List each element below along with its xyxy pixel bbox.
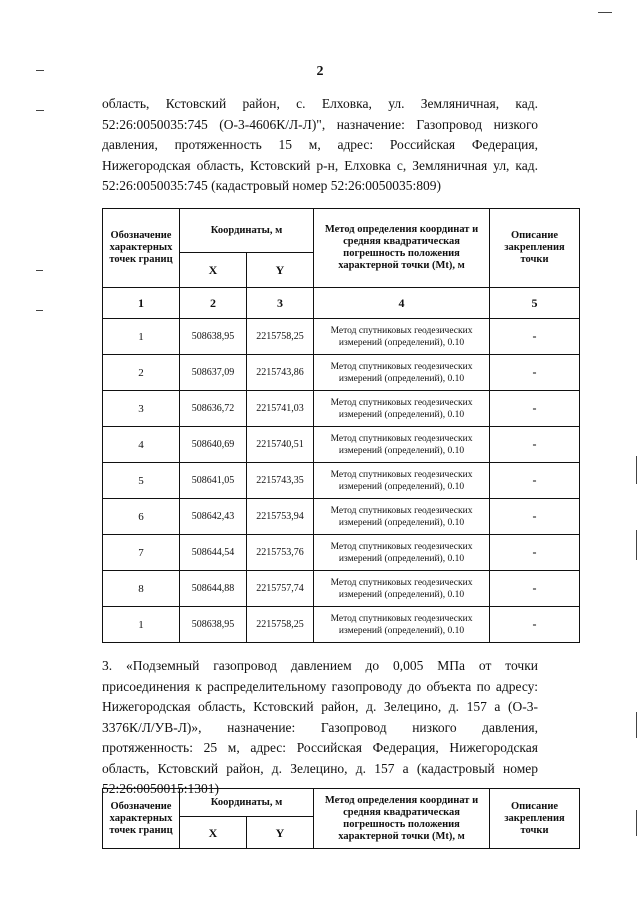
header-coordinates: Координаты, м (180, 789, 314, 817)
coordinate-x: 508642,43 (180, 499, 247, 535)
method-text: Метод спутниковых геодезических измерений (определений), 0.10 (314, 607, 490, 643)
method-text: Метод спутниковых геодезических измерений (определений), 0.10 (314, 571, 490, 607)
header-y: Y (247, 817, 314, 849)
coordinate-y: 2215758,25 (247, 607, 314, 643)
table-row (103, 319, 580, 355)
point-designation: 5 (103, 463, 180, 499)
point-designation: 8 (103, 571, 180, 607)
coordinate-x: 508636,72 (180, 391, 247, 427)
table-row (103, 391, 580, 427)
coordinate-y: 2215757,74 (247, 571, 314, 607)
coordinate-x: 508638,95 (180, 607, 247, 643)
header-designation: Обозначение характерных точек границ (103, 789, 180, 849)
scan-mark (598, 12, 612, 13)
header-description: Описание закрепления точки (490, 789, 580, 849)
header-x: X (180, 253, 247, 288)
fixing-description: - (490, 427, 580, 463)
point-designation: 3 (103, 391, 180, 427)
table-row (103, 607, 580, 643)
method-text: Метод спутниковых геодезических измерений (определений), 0.10 (314, 427, 490, 463)
scan-mark (36, 310, 43, 311)
scan-mark (36, 70, 44, 71)
column-number: 2 (180, 288, 247, 319)
fixing-description: - (490, 391, 580, 427)
header-designation: Обозначение характерных точек границ (103, 209, 180, 288)
paragraph-object-2-description: область, Кстовский район, с. Елховка, ул. Земляничная, кад. 52:26:0050035:745 (О-3-4606К/Л-Л)", назначение: Газопровод низкого давления, протяженность 15 м, адрес: Российская Федерация, Нижегородская область, Кстовский р-н, Елховка с, Земляничная ул, кад. 52:26:0050035:745 (кадастровый номер 52:26:0050035:809) (102, 96, 538, 193)
header-y: Y (247, 253, 314, 288)
method-text: Метод спутниковых геодезических измерений (определений), 0.10 (314, 319, 490, 355)
header-method: Метод определения координат и средняя квадратическая погрешность положения характерной точки (Mt), м (314, 789, 490, 849)
coordinate-y: 2215741,03 (247, 391, 314, 427)
fixing-description: - (490, 355, 580, 391)
coordinate-x: 508644,88 (180, 571, 247, 607)
coordinates-table-1 (102, 208, 580, 643)
table-row (103, 355, 580, 391)
column-number: 3 (247, 288, 314, 319)
point-designation: 4 (103, 427, 180, 463)
coordinate-x: 508638,95 (180, 319, 247, 355)
method-text: Метод спутниковых геодезических измерений (определений), 0.10 (314, 463, 490, 499)
column-number-row (103, 288, 580, 319)
coordinate-y: 2215743,86 (247, 355, 314, 391)
page-number: 2 (316, 64, 324, 79)
method-text: Метод спутниковых геодезических измерений (определений), 0.10 (314, 355, 490, 391)
coordinate-y: 2215758,25 (247, 319, 314, 355)
point-designation: 1 (103, 319, 180, 355)
column-number: 5 (490, 288, 580, 319)
scan-mark (636, 810, 637, 836)
coordinate-y: 2215753,76 (247, 535, 314, 571)
coordinate-x: 508641,05 (180, 463, 247, 499)
table-row (103, 463, 580, 499)
header-description: Описание закрепления точки (490, 209, 580, 288)
table-row (103, 535, 580, 571)
method-text: Метод спутниковых геодезических измерений (определений), 0.10 (314, 391, 490, 427)
point-designation: 7 (103, 535, 180, 571)
scan-mark (36, 270, 43, 271)
coordinate-x: 508637,09 (180, 355, 247, 391)
column-number: 4 (314, 288, 490, 319)
paragraph-object-3-description: 3. «Подземный газопровод давлением до 0,005 МПа от точки присоединения к распределительному газопроводу до объекта по адресу: Нижегородская область, Кстовский район, д. Зелецино, д. 157 а (О-3-3376К/Л/УВ-Л)», назначение: Газопровод низкого давления, протяженность: 25 м, адрес: Российская Федерация, Нижегородская область, Кстовский район, д. Зелецино, д. 157 а (кадастровый номер 52:26:0050015:1301) (102, 658, 538, 796)
point-designation: 6 (103, 499, 180, 535)
header-method: Метод определения координат и средняя квадратическая погрешность положения характерной точки (Mt), м (314, 209, 490, 288)
scan-mark (636, 712, 637, 738)
fixing-description: - (490, 535, 580, 571)
coordinate-y: 2215753,94 (247, 499, 314, 535)
fixing-description: - (490, 463, 580, 499)
point-designation: 2 (103, 355, 180, 391)
column-number: 1 (103, 288, 180, 319)
coordinate-x: 508644,54 (180, 535, 247, 571)
fixing-description: - (490, 571, 580, 607)
header-coordinates: Координаты, м (180, 209, 314, 253)
scan-mark (636, 456, 637, 484)
coordinate-x: 508640,69 (180, 427, 247, 463)
coordinate-y: 2215740,51 (247, 427, 314, 463)
scan-mark (36, 110, 44, 111)
header-x: X (180, 817, 247, 849)
fixing-description: - (490, 499, 580, 535)
table-row (103, 571, 580, 607)
fixing-description: - (490, 319, 580, 355)
coordinate-y: 2215743,35 (247, 463, 314, 499)
method-text: Метод спутниковых геодезических измерений (определений), 0.10 (314, 535, 490, 571)
method-text: Метод спутниковых геодезических измерений (определений), 0.10 (314, 499, 490, 535)
fixing-description: - (490, 607, 580, 643)
table-row (103, 427, 580, 463)
point-designation: 1 (103, 607, 180, 643)
scan-mark (636, 530, 637, 560)
table-row (103, 499, 580, 535)
coordinates-table-2 (102, 788, 580, 849)
